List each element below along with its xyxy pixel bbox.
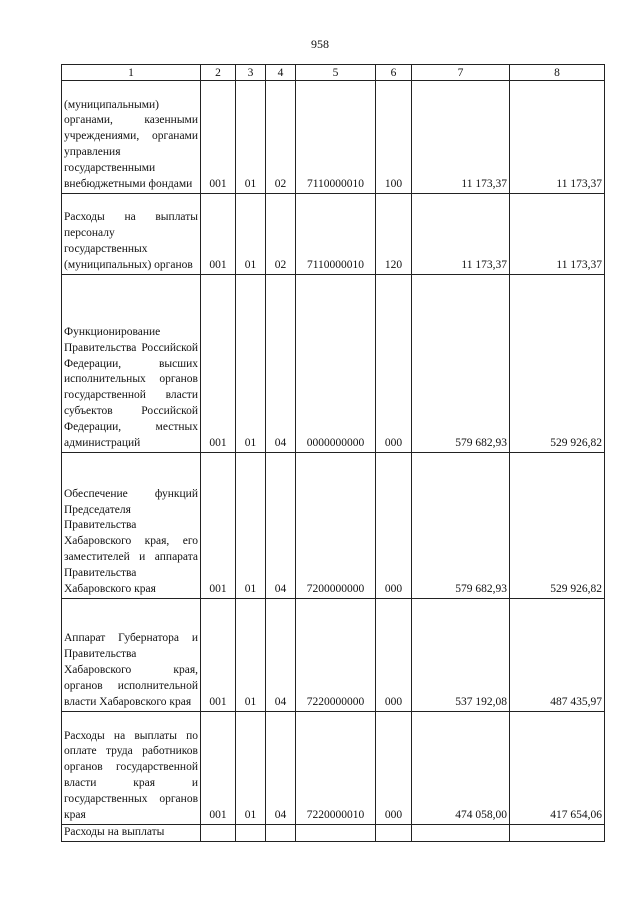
- cell-expense-type: [376, 825, 412, 842]
- cell-amount-1: 537 192,08: [412, 599, 510, 712]
- cell-section: 01: [236, 712, 266, 825]
- table-row: [62, 453, 605, 599]
- table-row: [62, 599, 605, 712]
- budget-table: [61, 64, 605, 842]
- cell-ministry-code: [201, 825, 236, 842]
- cell-expense-type: 000: [376, 599, 412, 712]
- cell-section: 01: [236, 599, 266, 712]
- cell-amount-1: 579 682,93: [412, 275, 510, 453]
- cell-amount-2: 11 173,37: [510, 194, 605, 275]
- cell-amount-2: 417 654,06: [510, 712, 605, 825]
- cell-ministry-code: 001: [201, 275, 236, 453]
- cell-subsection: 04: [266, 275, 296, 453]
- cell-target-article: 0000000000: [296, 275, 376, 453]
- cell-amount-2: 529 926,82: [510, 275, 605, 453]
- header-cell: 8: [510, 65, 605, 81]
- cell-target-article: 7200000000: [296, 453, 376, 599]
- cell-subsection: 02: [266, 81, 296, 194]
- cell-target-article: 7110000010: [296, 194, 376, 275]
- header-cell: 5: [296, 65, 376, 81]
- header-cell: 2: [201, 65, 236, 81]
- cell-section: [236, 825, 266, 842]
- row-name: Расходы на выплаты по оплате труда работников органов государственной власти края и государственных органов края: [62, 712, 201, 825]
- cell-expense-type: 120: [376, 194, 412, 275]
- cell-target-article: 7110000010: [296, 81, 376, 194]
- cell-amount-2: 529 926,82: [510, 453, 605, 599]
- cell-expense-type: 000: [376, 453, 412, 599]
- row-name: Функционирование Правительства Российской Федерации, высших исполнительных органов государственной власти субъектов Российской Федерации, местных администраций: [62, 275, 201, 453]
- header-row: [62, 65, 605, 81]
- cell-target-article: 7220000000: [296, 599, 376, 712]
- cell-expense-type: 100: [376, 81, 412, 194]
- cell-subsection: 04: [266, 453, 296, 599]
- row-name: Расходы на выплаты персоналу государственных (муниципальных) органов: [62, 194, 201, 275]
- cell-amount-2: 487 435,97: [510, 599, 605, 712]
- cell-amount-2: 11 173,37: [510, 81, 605, 194]
- header-cell: 4: [266, 65, 296, 81]
- cell-subsection: 02: [266, 194, 296, 275]
- page-number: 958: [311, 37, 329, 51]
- cell-target-article: [296, 825, 376, 842]
- cell-section: 01: [236, 81, 266, 194]
- cell-subsection: 04: [266, 599, 296, 712]
- row-name: Аппарат Губернатора и Правительства Хабаровского края, органов исполнительной власти Хабаровского края: [62, 599, 201, 712]
- cell-amount-1: 579 682,93: [412, 453, 510, 599]
- cell-ministry-code: 001: [201, 453, 236, 599]
- cell-section: 01: [236, 194, 266, 275]
- header-cell: 7: [412, 65, 510, 81]
- table-row: [62, 712, 605, 825]
- cell-amount-1: [412, 825, 510, 842]
- header-cell: 6: [376, 65, 412, 81]
- table-row: [62, 81, 605, 194]
- cell-amount-1: 474 058,00: [412, 712, 510, 825]
- cell-ministry-code: 001: [201, 712, 236, 825]
- row-name: Расходы на выплаты: [62, 825, 201, 842]
- cell-section: 01: [236, 453, 266, 599]
- cell-target-article: 7220000010: [296, 712, 376, 825]
- table-row: [62, 825, 605, 842]
- cell-expense-type: 000: [376, 712, 412, 825]
- cell-amount-2: [510, 825, 605, 842]
- row-name: (муниципальными) органами, казенными учреждениями, органами управления государственными внебюджетными фондами: [62, 81, 201, 194]
- header-cell: 1: [62, 65, 201, 81]
- cell-amount-1: 11 173,37: [412, 81, 510, 194]
- header-cell: 3: [236, 65, 266, 81]
- cell-amount-1: 11 173,37: [412, 194, 510, 275]
- table-row: [62, 194, 605, 275]
- table-row: [62, 275, 605, 453]
- row-name: Обеспечение функций Председателя Правительства Хабаровского края, его заместителей и аппарата Правительства Хабаровского края: [62, 453, 201, 599]
- cell-ministry-code: 001: [201, 194, 236, 275]
- cell-ministry-code: 001: [201, 81, 236, 194]
- cell-subsection: 04: [266, 712, 296, 825]
- cell-ministry-code: 001: [201, 599, 236, 712]
- cell-subsection: [266, 825, 296, 842]
- cell-section: 01: [236, 275, 266, 453]
- cell-expense-type: 000: [376, 275, 412, 453]
